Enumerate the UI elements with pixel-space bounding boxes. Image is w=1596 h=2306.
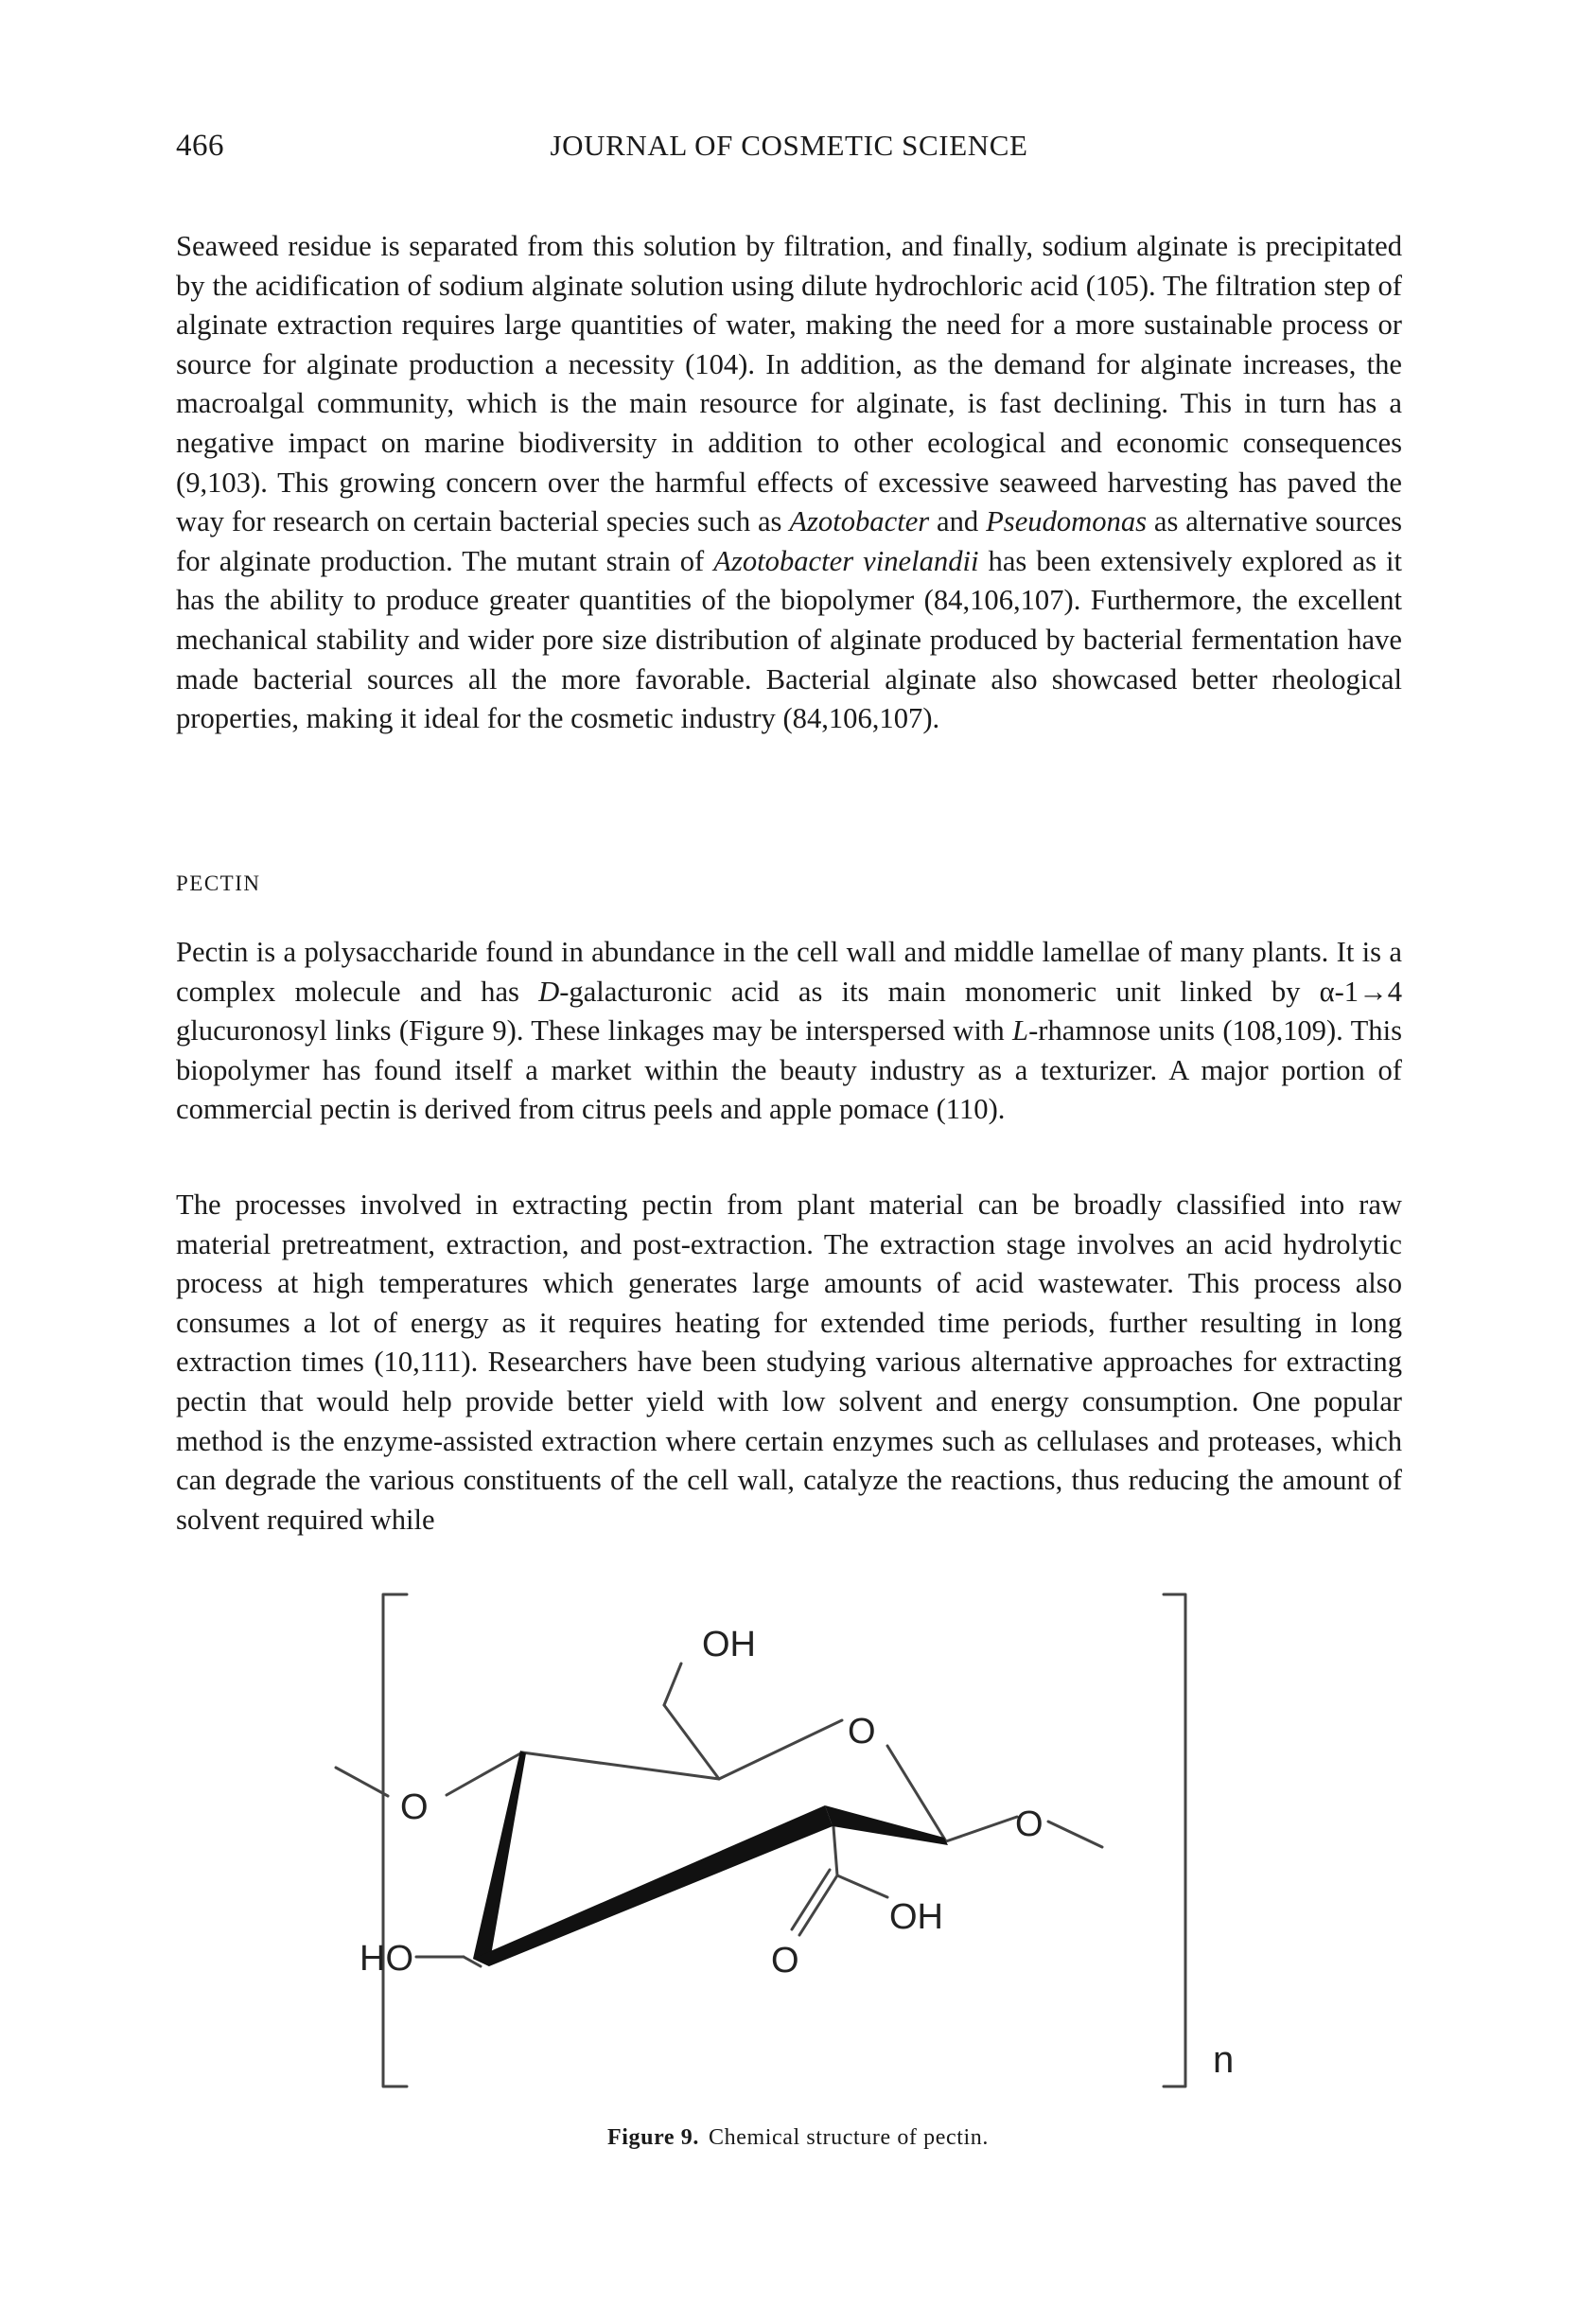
atom-oh-top: OH (702, 1625, 756, 1664)
bond-left-o-c4 (447, 1752, 522, 1795)
bond-c5-ch2 (664, 1705, 719, 1779)
paragraph-text: as alternative sources for alginate production. The mutant strain of (176, 505, 1402, 577)
chemical-structure-diagram (322, 1571, 1249, 2120)
wedge-c4-c3 (473, 1751, 526, 1966)
figure-caption (0, 2125, 1596, 2151)
bond-ch2-oh (664, 1663, 681, 1705)
subscript-n: n (1213, 2039, 1235, 2081)
journal-title: JOURNAL OF COSMETIC SCIENCE (550, 129, 1028, 162)
body-paragraph (176, 933, 1402, 1130)
atom-right-oxygen: O (1015, 1804, 1044, 1844)
paragraph-text: -rhamnose units (108,109). This biopolymer has found itself a market within the beauty industry as a texturizer. A major portion of commercial pectin is derived from citrus peels and apple pomace (110). (176, 1014, 1402, 1126)
paragraph-text: The processes involved in extracting pectin from plant material can be broadly classified into raw material pretreatment, extraction, and post-extraction. The extraction stage involves an acid hydrolytic process at high temperatures which generates large amounts of acid wastewater. This process also consumes a lot of energy as it requires heating for extended time periods, further resulting in long extraction times (10,111). Researchers have been studying various alternative approaches for extracting pectin that would help provide better yield with low solvent and energy consumption. One popular method is the enzyme-assisted extraction where certain enzymes such as cellulases and proteases, which can degrade the various constituents of the cell wall, catalyze the reactions, thus reducing the amount of solvent required while (176, 1188, 1402, 1536)
bond-left-terminal (336, 1768, 388, 1796)
paragraph-text: and (929, 505, 987, 538)
paragraph-text: has been extensively explored as it has the ability to produce greater quantities of the biopolymer (84,106,107). Furthermore, the excellent mechanical stability and wider pore size distribution of alginate produced by bacterial fermentation have made bacterial sources all the more favorable. Bacterial alginate also showcased better rheological properties, making it ideal for the cosmetic industry (84,106,107). (176, 544, 1402, 735)
italic-prefix: D (538, 975, 560, 1008)
bond-carbonyl-a (799, 1875, 837, 1935)
bond-carbonyl-b (792, 1870, 830, 1929)
running-head (176, 129, 1402, 176)
wedge-c2-c1 (825, 1805, 948, 1845)
atom-ring-oxygen: O (848, 1712, 876, 1752)
italic-genus: Azotobacter (789, 505, 930, 538)
caption-label: Figure 9. (607, 2125, 699, 2150)
italic-genus: Pseudomonas (986, 505, 1148, 538)
bond-c4-c5 (522, 1752, 719, 1779)
left-bracket (383, 1594, 407, 2086)
paragraph-text: Seaweed residue is separated from this solution by filtration, and finally, sodium alginate is precipitated by the acidification of sodium alginate solution using dilute hydrochloric acid (105). The filtration step of alginate extraction requires large quantities of water, making the need for a more sustainable process or source for alginate production a necessity (104). In addition, as the demand for alginate increases, the macroalgal community, which is the main resource for alginate, is fast declining. This in turn has a negative impact on marine biodiversity in addition to other ecological and economic consequences (9,103). This growing concern over the harmful effects of excessive seaweed harvesting has paved the way for research on certain bacterial species such as (176, 230, 1402, 538)
atom-carbonyl-oxygen: O (771, 1941, 799, 1980)
page-number: 466 (176, 129, 224, 163)
section-heading: PECTIN (176, 871, 261, 895)
bond-carboxyl-oh (837, 1875, 887, 1897)
atom-left-oxygen: O (400, 1787, 429, 1827)
bond-c1-right-o (946, 1817, 1017, 1841)
figure-pectin-structure (322, 1571, 1249, 2120)
atom-ho-left: HO (360, 1939, 413, 1979)
paragraph-text: Pectin is a polysaccharide found in abundance in the cell wall and middle lamellae of many plants. It is a complex molecule and has (176, 936, 1402, 1008)
italic-species: Azotobacter vinelandii (713, 544, 979, 577)
paragraph-text: -galacturonic acid as its main monomeric unit linked by α-1→4 glucuronosyl links (Figure 9). These linkages may be interspersed with (176, 975, 1402, 1047)
bond-c5-ring-o (719, 1720, 842, 1779)
body-paragraph (176, 227, 1402, 739)
right-bracket (1164, 1594, 1185, 2086)
italic-prefix: L (1012, 1014, 1029, 1047)
atom-oh-acid: OH (889, 1897, 943, 1937)
bond-right-o-terminal (1048, 1822, 1102, 1847)
body-paragraph (176, 1186, 1402, 1540)
caption-text: Chemical structure of pectin. (708, 2125, 989, 2150)
